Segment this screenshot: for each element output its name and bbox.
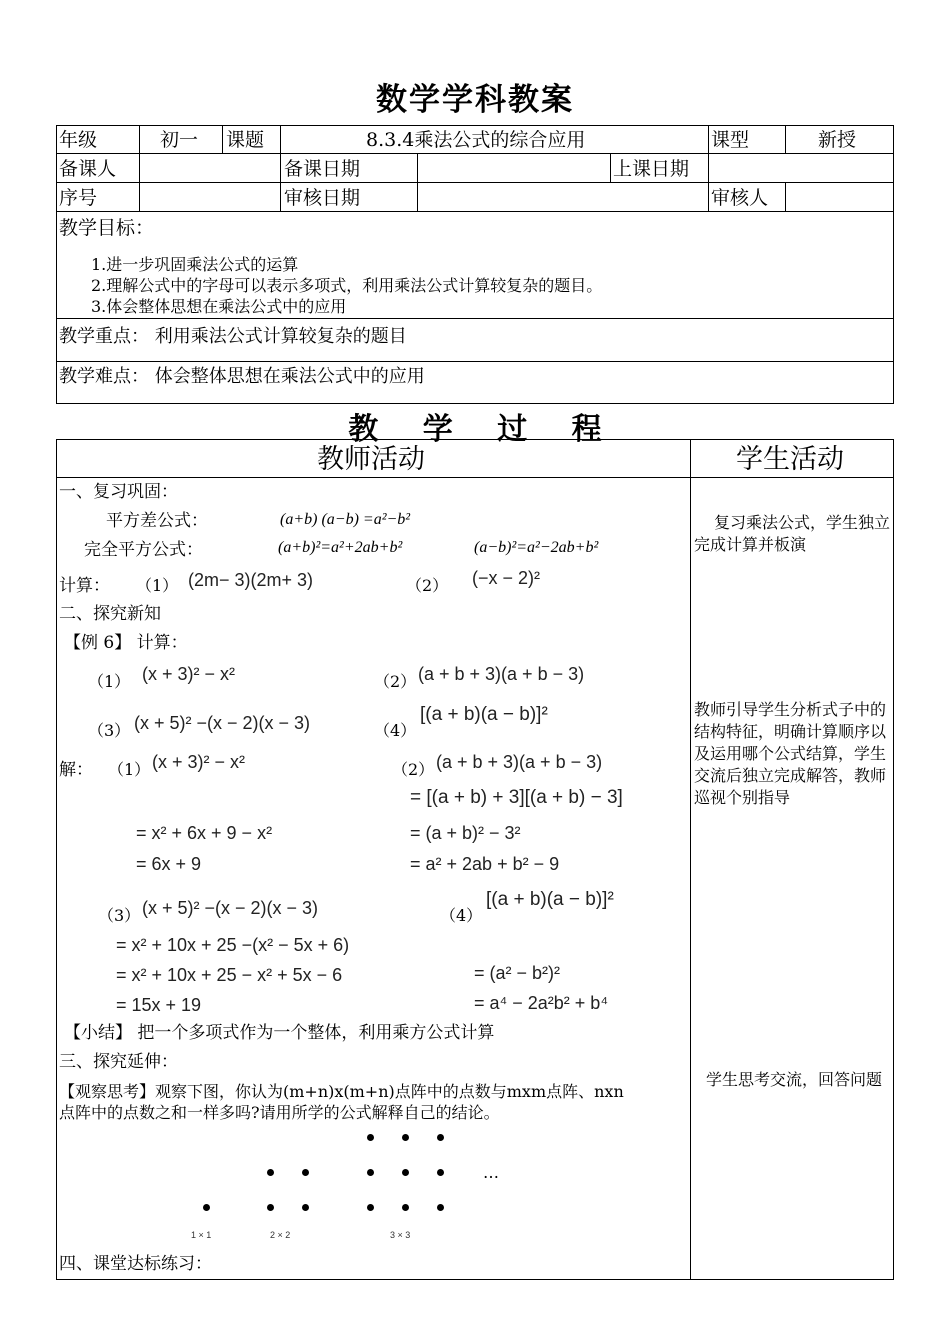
prep-date-label: 备课日期	[284, 158, 361, 180]
s3-line: = 15x + 19	[116, 995, 202, 1015]
practice-heading: 四、课堂达标练习：	[59, 1254, 212, 1274]
p2-number: （2）	[374, 672, 417, 691]
p1-expression: (x + 3)² − x²	[142, 664, 236, 684]
observe-text-line-2: 点阵中的点数之和一样多吗?请用所学的公式解释自己的结论。	[59, 1103, 500, 1122]
lattice-dot	[402, 1204, 409, 1211]
lattice-dot	[402, 1169, 409, 1176]
s4-line: = a⁴ − 2a²b² + b⁴	[474, 993, 609, 1013]
goal-item: 1.进一步巩固乘法公式的运算	[91, 255, 299, 274]
s4-number: （4）	[440, 906, 483, 925]
p2-expression: (a + b + 3)(a + b − 3)	[418, 664, 585, 684]
goal-item: 3.体会整体思想在乘法公式中的应用	[91, 297, 347, 316]
review-date-label: 审核日期	[284, 187, 361, 209]
topic-value: 8.3.4乘法公式的综合应用	[366, 129, 586, 151]
lattice-dot	[437, 1204, 444, 1211]
s4-line: [(a + b)(a − b)]²	[486, 889, 614, 910]
teacher-column-header: 教师活动	[317, 444, 425, 475]
explore-heading: 二、探究新知	[59, 604, 161, 624]
s1-line: = 6x + 9	[136, 854, 202, 874]
q2-expression: (−x − 2)²	[472, 568, 541, 588]
lattice-dot	[367, 1169, 374, 1176]
square-formula-label: 完全平方公式：	[84, 540, 203, 560]
s2-line: (a + b + 3)(a + b − 3)	[436, 752, 603, 772]
lattice-ellipsis: …	[483, 1163, 499, 1182]
lattice-label: 2 × 2	[270, 1230, 291, 1240]
s1-number: （1）	[108, 760, 151, 779]
q1-expression: (2m− 3)(2m+ 3)	[188, 570, 314, 590]
serial-label: 序号	[59, 187, 98, 209]
process-title: 教 学 过 程	[348, 412, 602, 447]
p3-number: （3）	[88, 721, 131, 740]
goal-item: 2.理解公式中的字母可以表示多项式，利用乘法公式计算较复杂的题目。	[91, 276, 603, 295]
lattice-label: 1 × 1	[191, 1230, 212, 1240]
lattice-dot	[302, 1169, 309, 1176]
s3-line: = x² + 10x + 25 −(x² − 5x + 6)	[116, 935, 350, 955]
lattice-dot	[267, 1204, 274, 1211]
key-point: 教学重点： 利用乘法公式计算较复杂的题目	[59, 326, 407, 347]
student-activity-review: 复习乘法公式，学生独立完成计算并板演	[694, 513, 891, 554]
diff-formula: (a+b) (a−b) =a²−b²	[280, 511, 411, 528]
lattice-dot	[302, 1204, 309, 1211]
example-label: 【例 6】 计算：	[64, 633, 188, 653]
square-formula-1: (a+b)²=a²+2ab+b²	[278, 539, 403, 556]
goals-label: 教学目标：	[59, 217, 155, 239]
grade-label: 年级	[59, 129, 98, 151]
lattice-dot	[203, 1204, 210, 1211]
square-formula-2: (a−b)²=a²−2ab+b²	[474, 539, 599, 556]
review-heading: 一、复习巩固：	[59, 482, 178, 502]
lattice-dot	[367, 1134, 374, 1141]
s1-line: = x² + 6x + 9 − x²	[136, 823, 273, 843]
summary: 【小结】 把一个多项式作为一个整体，利用乘方公式计算	[64, 1023, 495, 1043]
lattice-dot	[437, 1169, 444, 1176]
type-label: 课型	[711, 129, 750, 151]
p4-expression: [(a + b)(a − b)]²	[420, 704, 548, 725]
lattice-dot	[367, 1204, 374, 1211]
s4-line: = (a² − b²)²	[474, 963, 561, 983]
student-column-header: 学生活动	[736, 444, 844, 475]
s2-line: = (a + b)² − 3²	[410, 823, 521, 843]
solution-label: 解：	[59, 760, 93, 780]
q1-number: （1）	[136, 576, 179, 595]
s3-number: （3）	[98, 906, 141, 925]
p4-number: （4）	[374, 721, 417, 740]
s2-line: = a² + 2ab + b² − 9	[410, 854, 560, 874]
q2-number: （2）	[406, 576, 449, 595]
p3-expression: (x + 5)² −(x − 2)(x − 3)	[134, 713, 311, 733]
observe-text-line-1: 【观察思考】观察下图，你认为(m+n)x(m+n)点阵中的点数与mxm点阵、nxn	[59, 1082, 624, 1101]
page-title: 数学学科教案	[376, 82, 574, 118]
lattice-dot	[402, 1134, 409, 1141]
s2-line: = [(a + b) + 3][(a + b) − 3]	[410, 787, 623, 808]
extend-heading: 三、探究延伸：	[59, 1052, 178, 1072]
lattice-label: 3 × 3	[390, 1230, 411, 1240]
reviewer-label: 审核人	[711, 187, 769, 209]
s1-line: (x + 3)² − x²	[152, 752, 246, 772]
student-activity-explore: 教师引导学生分析式子中的结构特征，明确计算顺序以及运用哪个公式结算，学生交流后独立完成解答，教师巡视个别指导	[694, 700, 887, 807]
topic-label: 课题	[226, 129, 265, 151]
preparer-label: 备课人	[59, 158, 117, 180]
p1-number: （1）	[88, 672, 131, 691]
calc-label: 计算：	[59, 576, 110, 596]
grade-value: 初一	[160, 129, 199, 151]
lattice-dot	[437, 1134, 444, 1141]
s2-number: （2）	[392, 760, 435, 779]
type-value: 新授	[818, 129, 857, 151]
s3-line: = x² + 10x + 25 − x² + 5x − 6	[116, 965, 343, 985]
lattice-dot	[267, 1169, 274, 1176]
diff-formula-label: 平方差公式：	[106, 511, 208, 531]
s3-line: (x + 5)² −(x − 2)(x − 3)	[142, 898, 319, 918]
class-date-label: 上课日期	[613, 158, 690, 180]
difficulty: 教学难点： 体会整体思想在乘法公式中的应用	[59, 366, 425, 387]
student-activity-extend: 学生思考交流，回答问题	[706, 1070, 883, 1089]
